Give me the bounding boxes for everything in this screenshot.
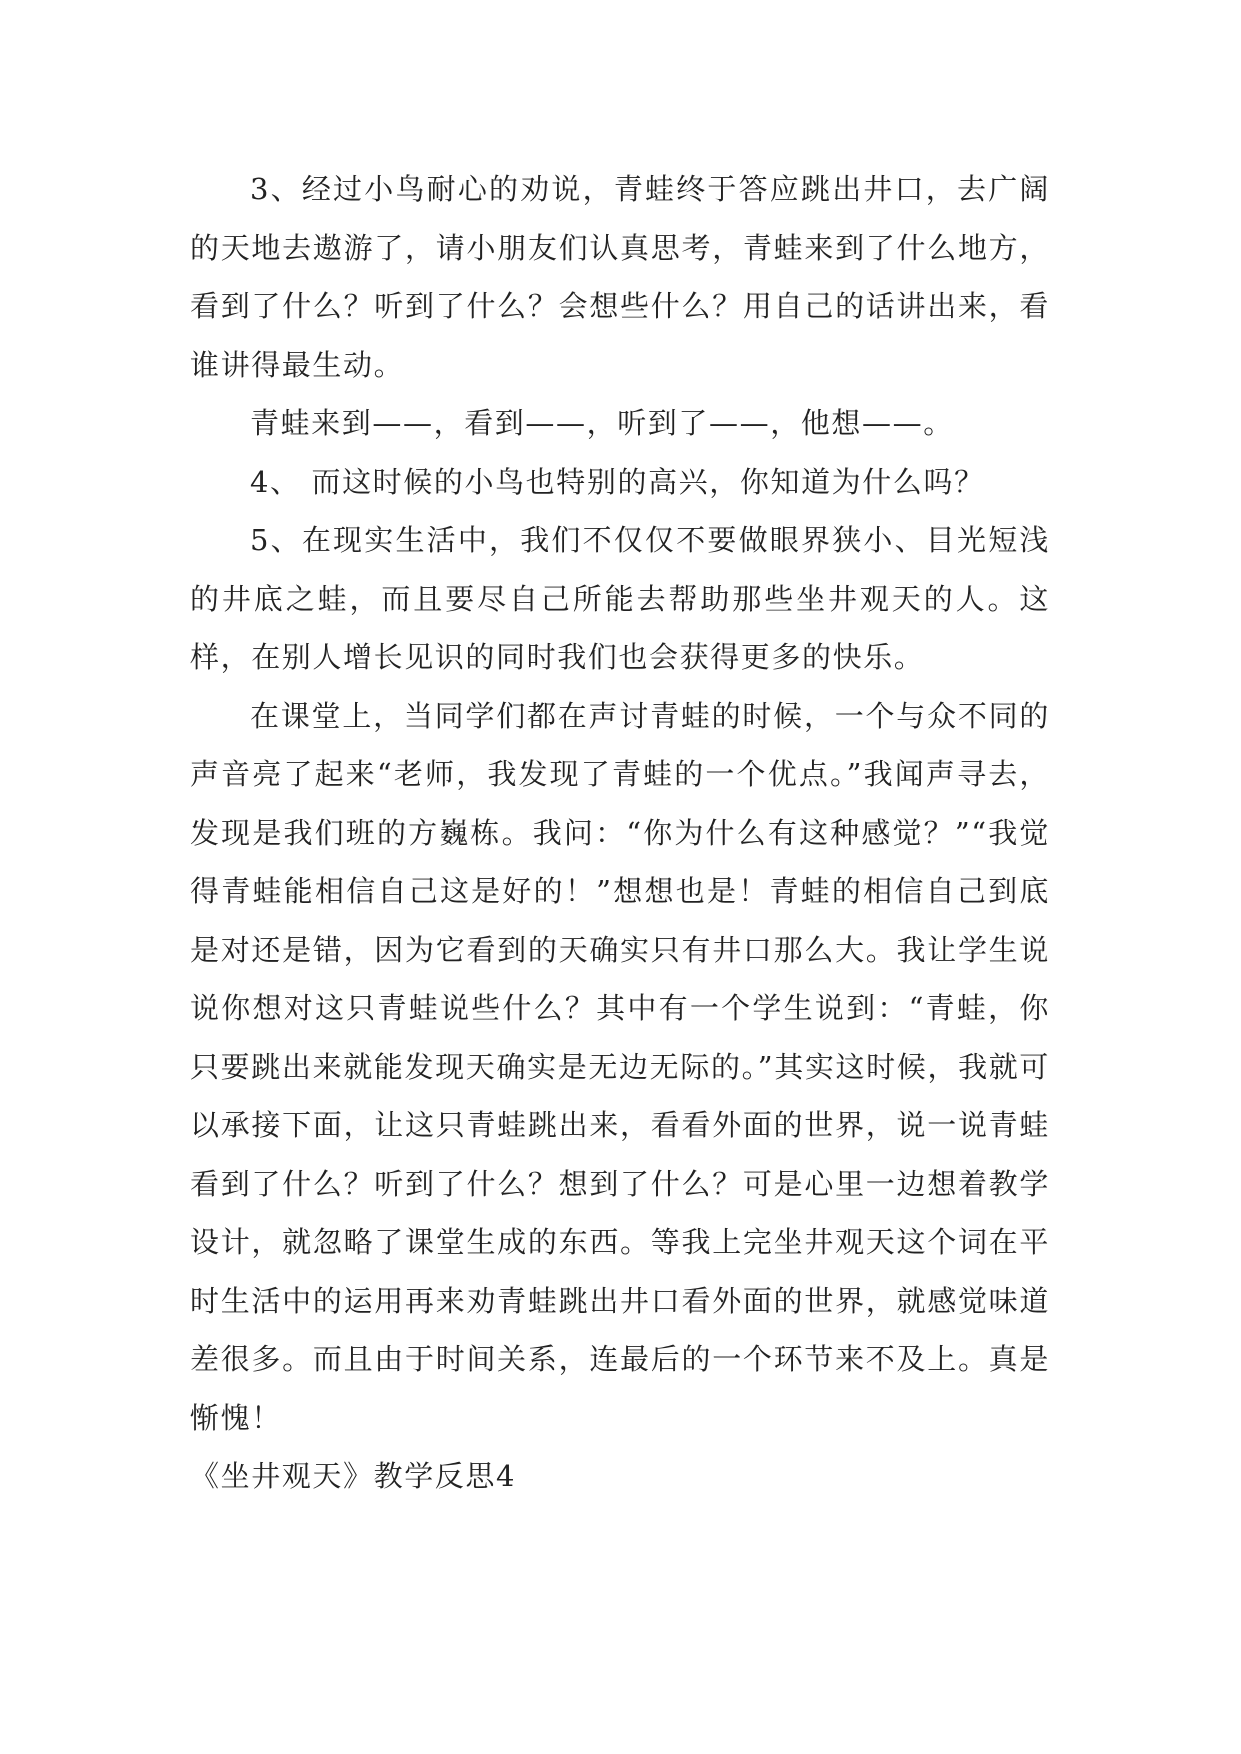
paragraph-step-4: 4、 而这时候的小鸟也特别的高兴，你知道为什么吗？	[250, 464, 985, 499]
document-page	[190, 160, 1050, 1506]
paragraph-reflection: 在课堂上，当同学们都在声讨青蛙的时候，一个与众不同的声音亮了起来“老师，我发现了青蛙的一个优点。”我闻声寻去，发现是我们班的方巍栋。我问：“你为什么有这种感觉？”“我觉得青蛙能相信自己这是好的！”想想也是！青蛙的相信自己到底是对还是错，因为它看到的天确实只有井口那么大。我让学生说说你想对这只青蛙说些什么？其中有一个学生说到：“青蛙，你只要跳出来就能发现天确实是无边无际的。”其实这时候，我就可以承接下面，让这只青蛙跳出来，看看外面的世界，说一说青蛙看到了什么？听到了什么？想到了什么？可是心里一边想着教学设计，就忽略了课堂生成的东西。等我上完坐井观天这个词在平时生活中的运用再来劝青蛙跳出井口看外面的世界，就感觉味道差很多。而且由于时间关系，连最后的一个环节来不及上。真是惭愧！	[190, 698, 1050, 1435]
paragraph-fill-in-blank: 青蛙来到——，看到——，听到了——，他想——。	[250, 406, 954, 440]
paragraph-step-3: 3、经过小鸟耐心的劝说，青蛙终于答应跳出井口，去广阔的天地去遨游了，请小朋友们认真思考，青蛙来到了什么地方，看到了什么？听到了什么？会想些什么？用自己的话讲出来，看谁讲得最生动。	[190, 172, 1050, 382]
paragraph-step-5: 5、在现实生活中，我们不仅仅不要做眼界狭小、目光短浅的井底之蛙，而且要尽自己所能去帮助那些坐井观天的人。这样，在别人增长见识的同时我们也会获得更多的快乐。	[190, 523, 1050, 674]
section-heading: 《坐井观天》教学反思4	[190, 1459, 517, 1493]
